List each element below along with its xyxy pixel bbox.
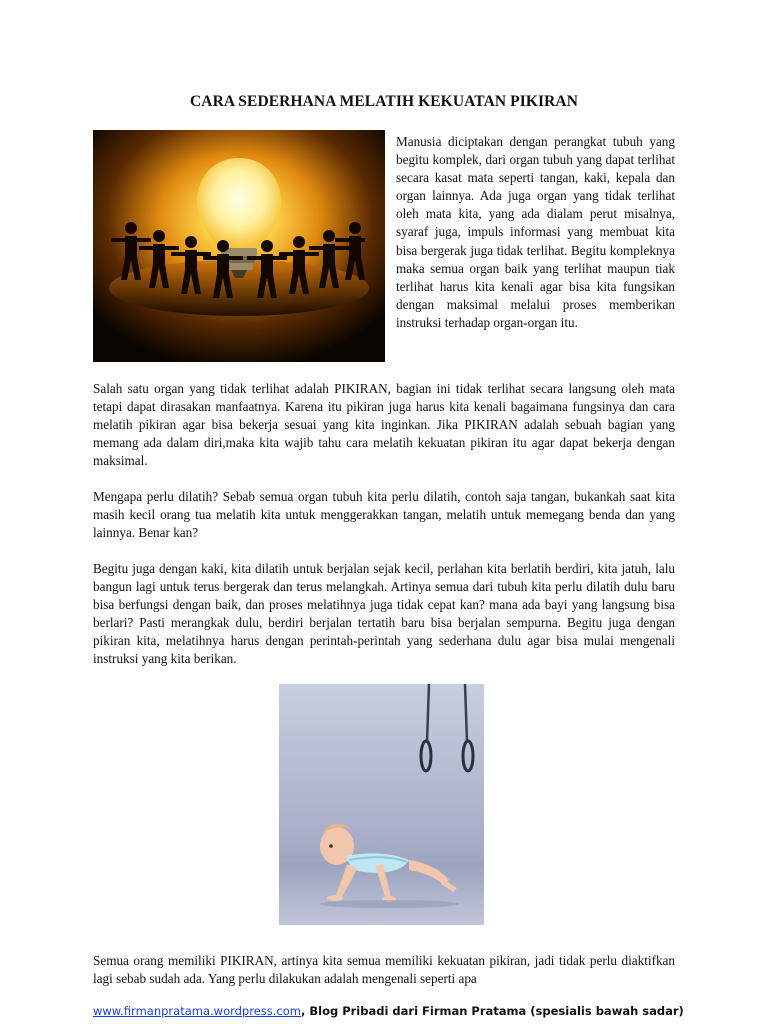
paragraph-pikiran: Salah satu organ yang tidak terlihat adalah PIKIRAN, bagian ini tidak terlihat secara langsung oleh mata tetapi dapat dirasakan manfaatnya. Karena itu pikiran juga harus kita kenali bagaimana fungsinya dan cara melatih pikiran agar bisa bekerja sesuai yang kita inginkan. Jika PIKIRAN adalah sebuah bagian yang memang ada dalam diri,maka kita wajib tahu cara melatih kekuatan pikiran itu agar dapat bekerja dengan maksimal. <box>93 381 675 469</box>
baby-pushup-image <box>279 684 484 925</box>
intro-paragraph: Manusia diciptakan dengan perangkat tubuh yang begitu komplek, dari organ tubuh yang dapat terlihat secara kasat mata seperti tangan, kaki, kepala dan organ lainnya. Ada juga organ yang tidak terlihat oleh mata kita, yang ada dialam perut misalnya, syaraf juga, impuls informasi yang membuat kita bisa bergerak juga tidak terlihat. Begitu kompleknya maka semua organ baik yang terlihat maupun tiak terlihat harus kita kenali agar bisa kita fungsikan dengan maksimal melalui proses memberikan instruksi terhadap organ-organ itu. <box>396 134 675 330</box>
light-bulb-image <box>93 130 385 362</box>
document-title: CARA SEDERHANA MELATIH KEKUATAN PIKIRAN <box>190 93 578 110</box>
paragraph-semua-orang: Semua orang memiliki PIKIRAN, artinya kita semua memiliki kekuatan pikiran, jadi tidak perlu diaktifkan lagi sebab sudah ada. Yang perlu dilakukan adalah mengenali seperti apa <box>93 953 675 987</box>
paragraph-kaki: Begitu juga dengan kaki, kita dilatih untuk berjalan sejak kecil, perlahan kita berlatih berdiri, kita jatuh, lalu bangun lagi untuk terus bergerak dan terus melangkah. Artinya semua dari tubuh kita perlu dilatih dulu baru bisa berfungsi dengan baik, dan proses melatihnya juga tidak cepat kan? mana ada bayi yang langsung bisa berlari? Pasti merangkak dulu, berdiri berjalan tertatih baru bisa berjalan sempurna. Begitu juga dengan pikiran kita, melatihnya harus dengan perintah-perintah yang sederhana dulu agar bisa mulai mengenali instruksi yang kita berikan. <box>93 561 675 667</box>
blog-link[interactable]: www.firmanpratama.wordpress.com <box>93 1004 301 1018</box>
page-footer <box>93 1004 693 1018</box>
paragraph-mengapa-dilatih: Mengapa perlu dilatih? Sebab semua organ tubuh kita perlu dilatih, contoh saja tangan, bukankah saat kita masih kecil orang tua melatih kita untuk menggerakkan tangan, melatih untuk memegang benda dan yang lainnya. Benar kan? <box>93 489 675 541</box>
footer-text: , Blog Pribadi dari Firman Pratama (spesialis bawah sadar) <box>300 1004 684 1018</box>
